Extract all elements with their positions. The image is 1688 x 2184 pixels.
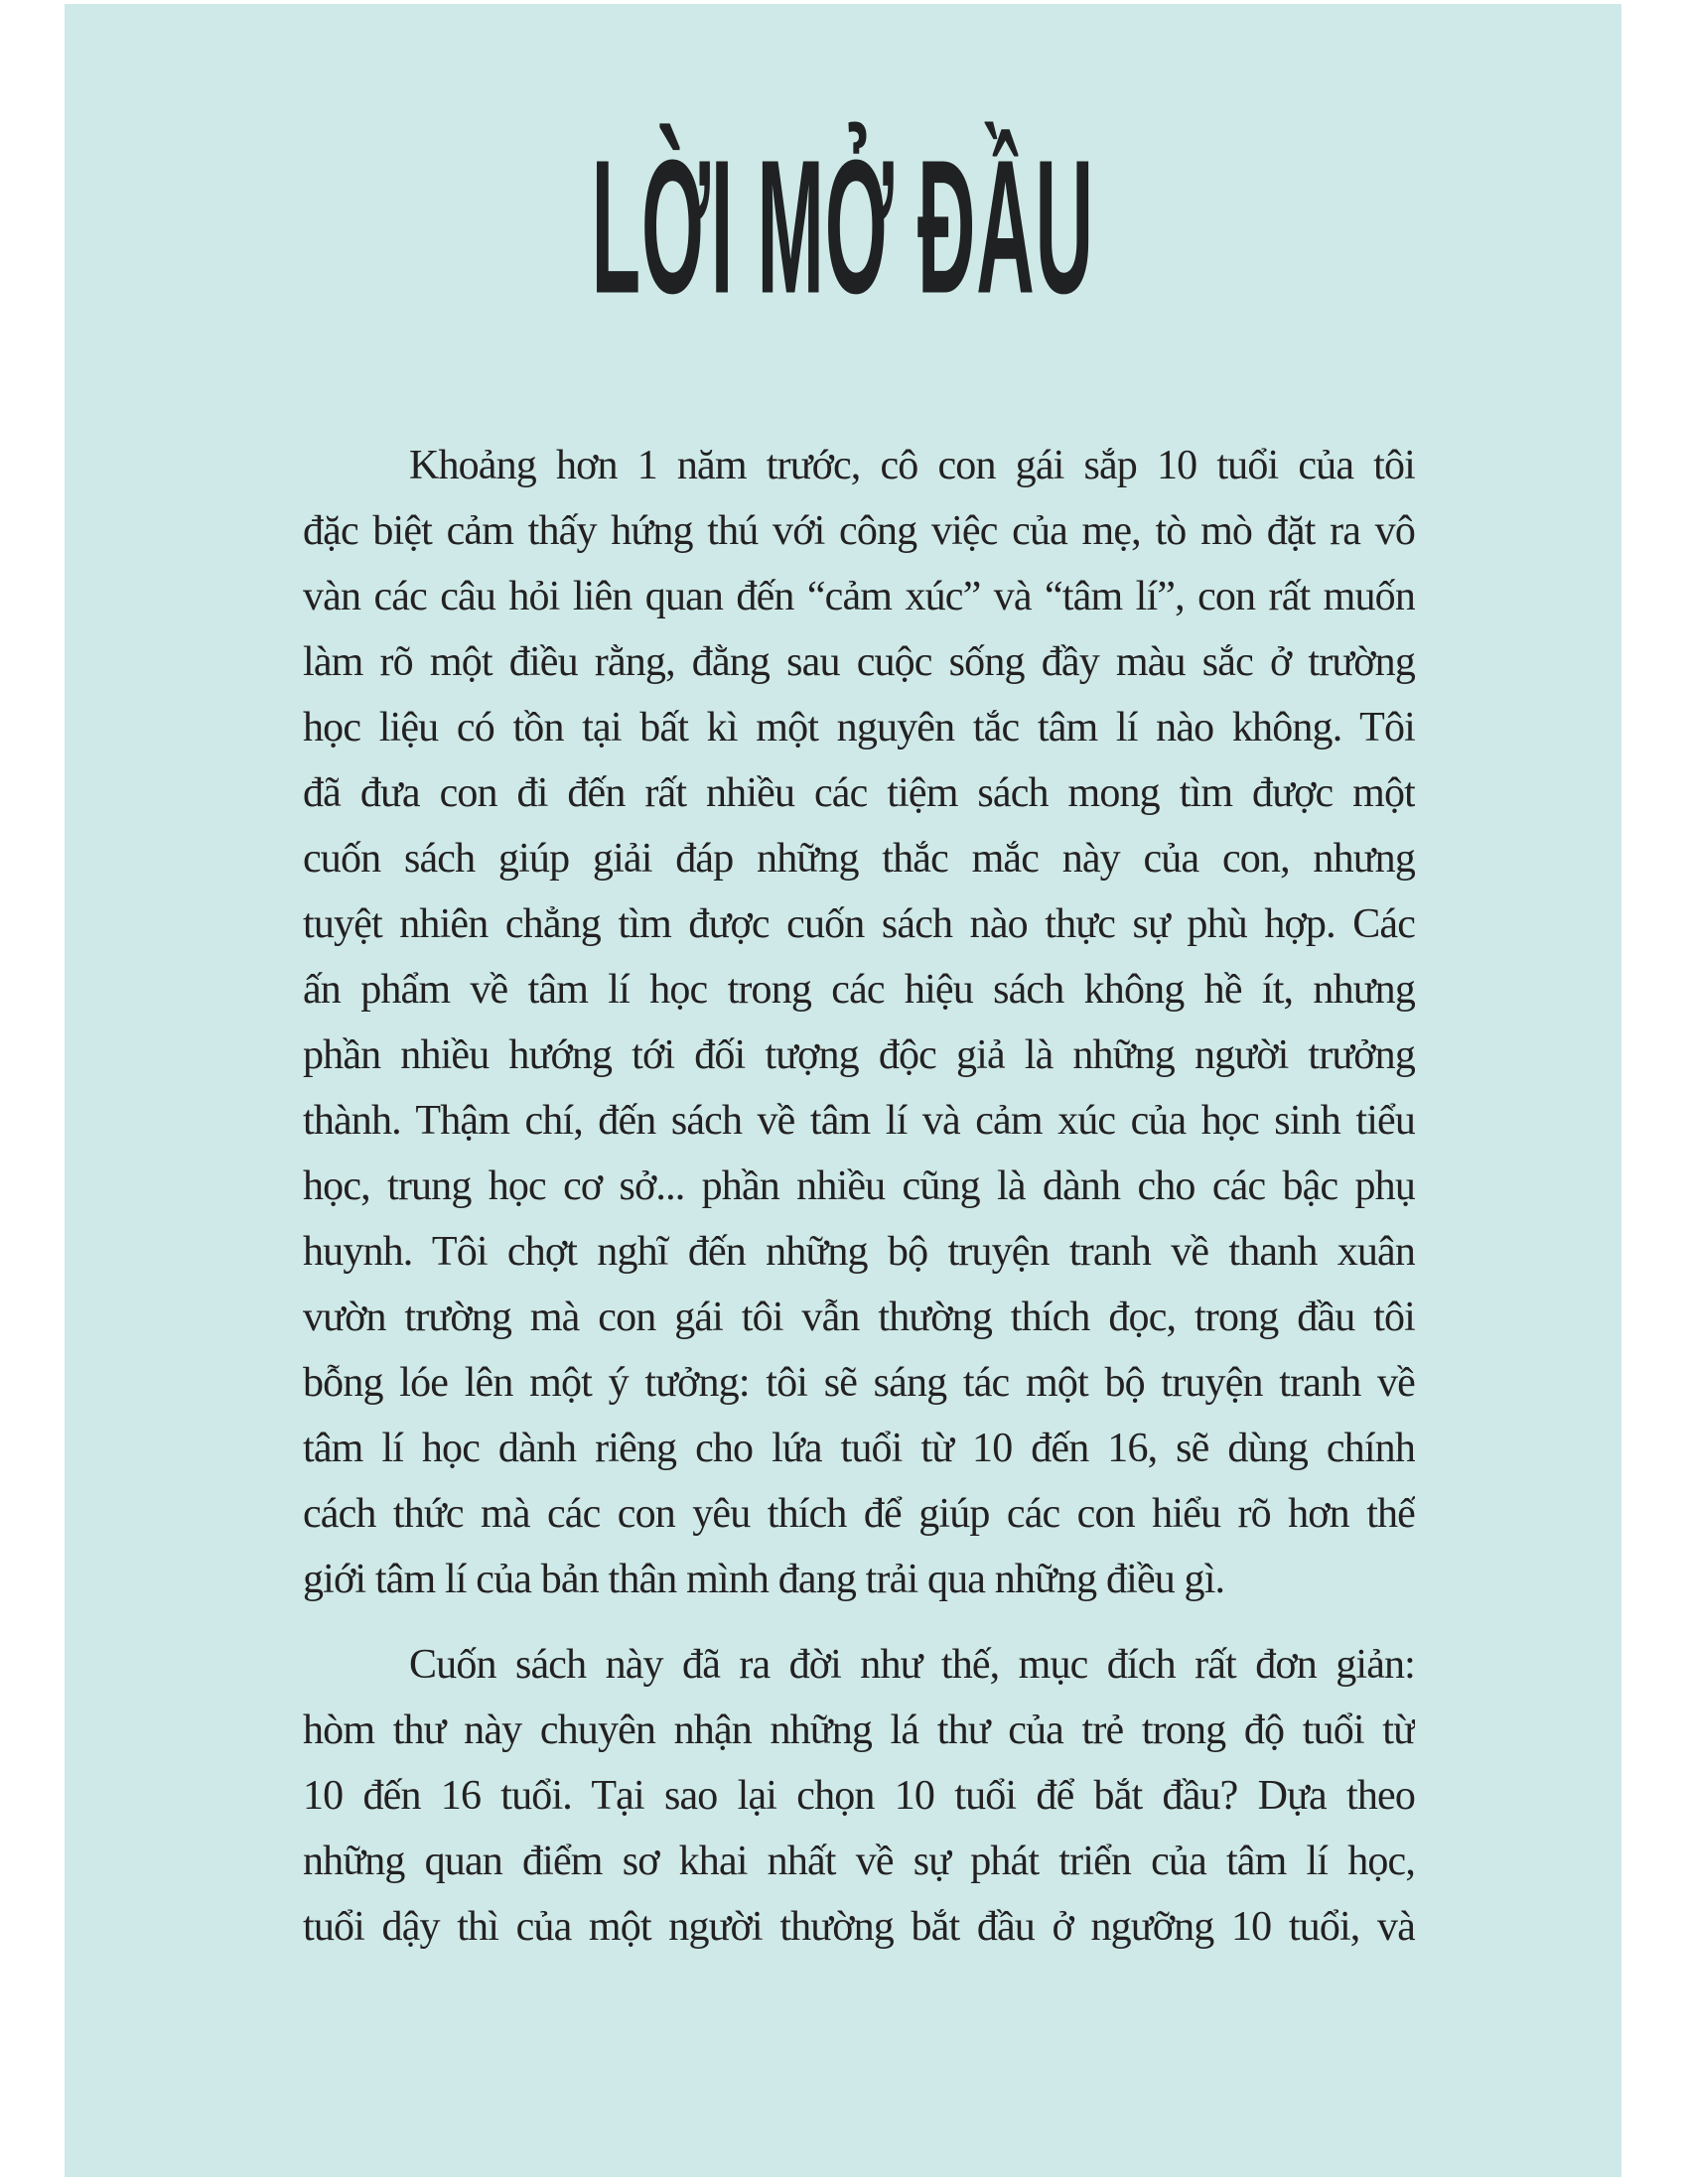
text-line: phần nhiều hướng tới đối tượng độc giả là những người trưởng: [303, 1032, 1415, 1078]
paragraph: [303, 433, 1415, 1612]
text-line: vàn các câu hỏi liên quan đến “cảm xúc” và “tâm lí”, con rất muốn: [303, 574, 1415, 619]
page-title: LỜI MỞ ĐẦU: [591, 119, 1095, 334]
text-line: đặc biệt cảm thấy hứng thú với công việc của mẹ, tò mò đặt ra vô: [303, 508, 1415, 554]
text-line: vườn trường mà con gái tôi vẫn thường thích đọc, trong đầu tôi: [303, 1295, 1415, 1340]
text-line: giới tâm lí của bản thân mình đang trải qua những điều gì.: [303, 1557, 1225, 1602]
text-line: học, trung học cơ sở... phần nhiều cũng là dành cho các bậc phụ: [303, 1163, 1415, 1209]
text-line: cách thức mà các con yêu thích để giúp các con hiểu rõ hơn thế: [303, 1491, 1415, 1537]
text-line: những quan điểm sơ khai nhất về sự phát triển của tâm lí học,: [303, 1839, 1415, 1884]
paragraph: [303, 1632, 1415, 1960]
text-line: Cuốn sách này đã ra đời như thế, mục đích rất đơn giản:: [409, 1642, 1415, 1688]
text-line: đã đưa con đi đến rất nhiều các tiệm sách mong tìm được một: [303, 770, 1415, 816]
body-text: [303, 433, 1415, 1960]
text-line: tâm lí học dành riêng cho lứa tuổi từ 10 đến 16, sẽ dùng chính: [303, 1426, 1415, 1471]
text-line: tuổi dậy thì của một người thường bắt đầu ở ngưỡng 10 tuổi, và: [303, 1904, 1415, 1950]
chapter-heading: [65, 119, 1621, 334]
text-line: 10 đến 16 tuổi. Tại sao lại chọn 10 tuổi để bắt đầu? Dựa theo: [303, 1773, 1415, 1819]
text-line: tuyệt nhiên chẳng tìm được cuốn sách nào thực sự phù hợp. Các: [303, 901, 1415, 947]
text-line: học liệu có tồn tại bất kì một nguyên tắc tâm lí nào không. Tôi: [303, 705, 1415, 751]
content-panel: [65, 4, 1621, 2177]
text-line: ấn phẩm về tâm lí học trong các hiệu sách không hề ít, nhưng: [303, 967, 1415, 1013]
text-line: cuốn sách giúp giải đáp những thắc mắc này của con, nhưng: [303, 836, 1415, 882]
text-line: hòm thư này chuyên nhận những lá thư của trẻ trong độ tuổi từ: [303, 1707, 1415, 1753]
text-line: bỗng lóe lên một ý tưởng: tôi sẽ sáng tác một bộ truyện tranh về: [303, 1360, 1415, 1406]
text-line: huynh. Tôi chợt nghĩ đến những bộ truyện tranh về thanh xuân: [303, 1229, 1415, 1275]
text-line: làm rõ một điều rằng, đằng sau cuộc sống đầy màu sắc ở trường: [303, 639, 1415, 685]
text-line: thành. Thậm chí, đến sách về tâm lí và cảm xúc của học sinh tiểu: [303, 1098, 1415, 1144]
text-line: Khoảng hơn 1 năm trước, cô con gái sắp 10 tuổi của tôi: [409, 443, 1415, 488]
